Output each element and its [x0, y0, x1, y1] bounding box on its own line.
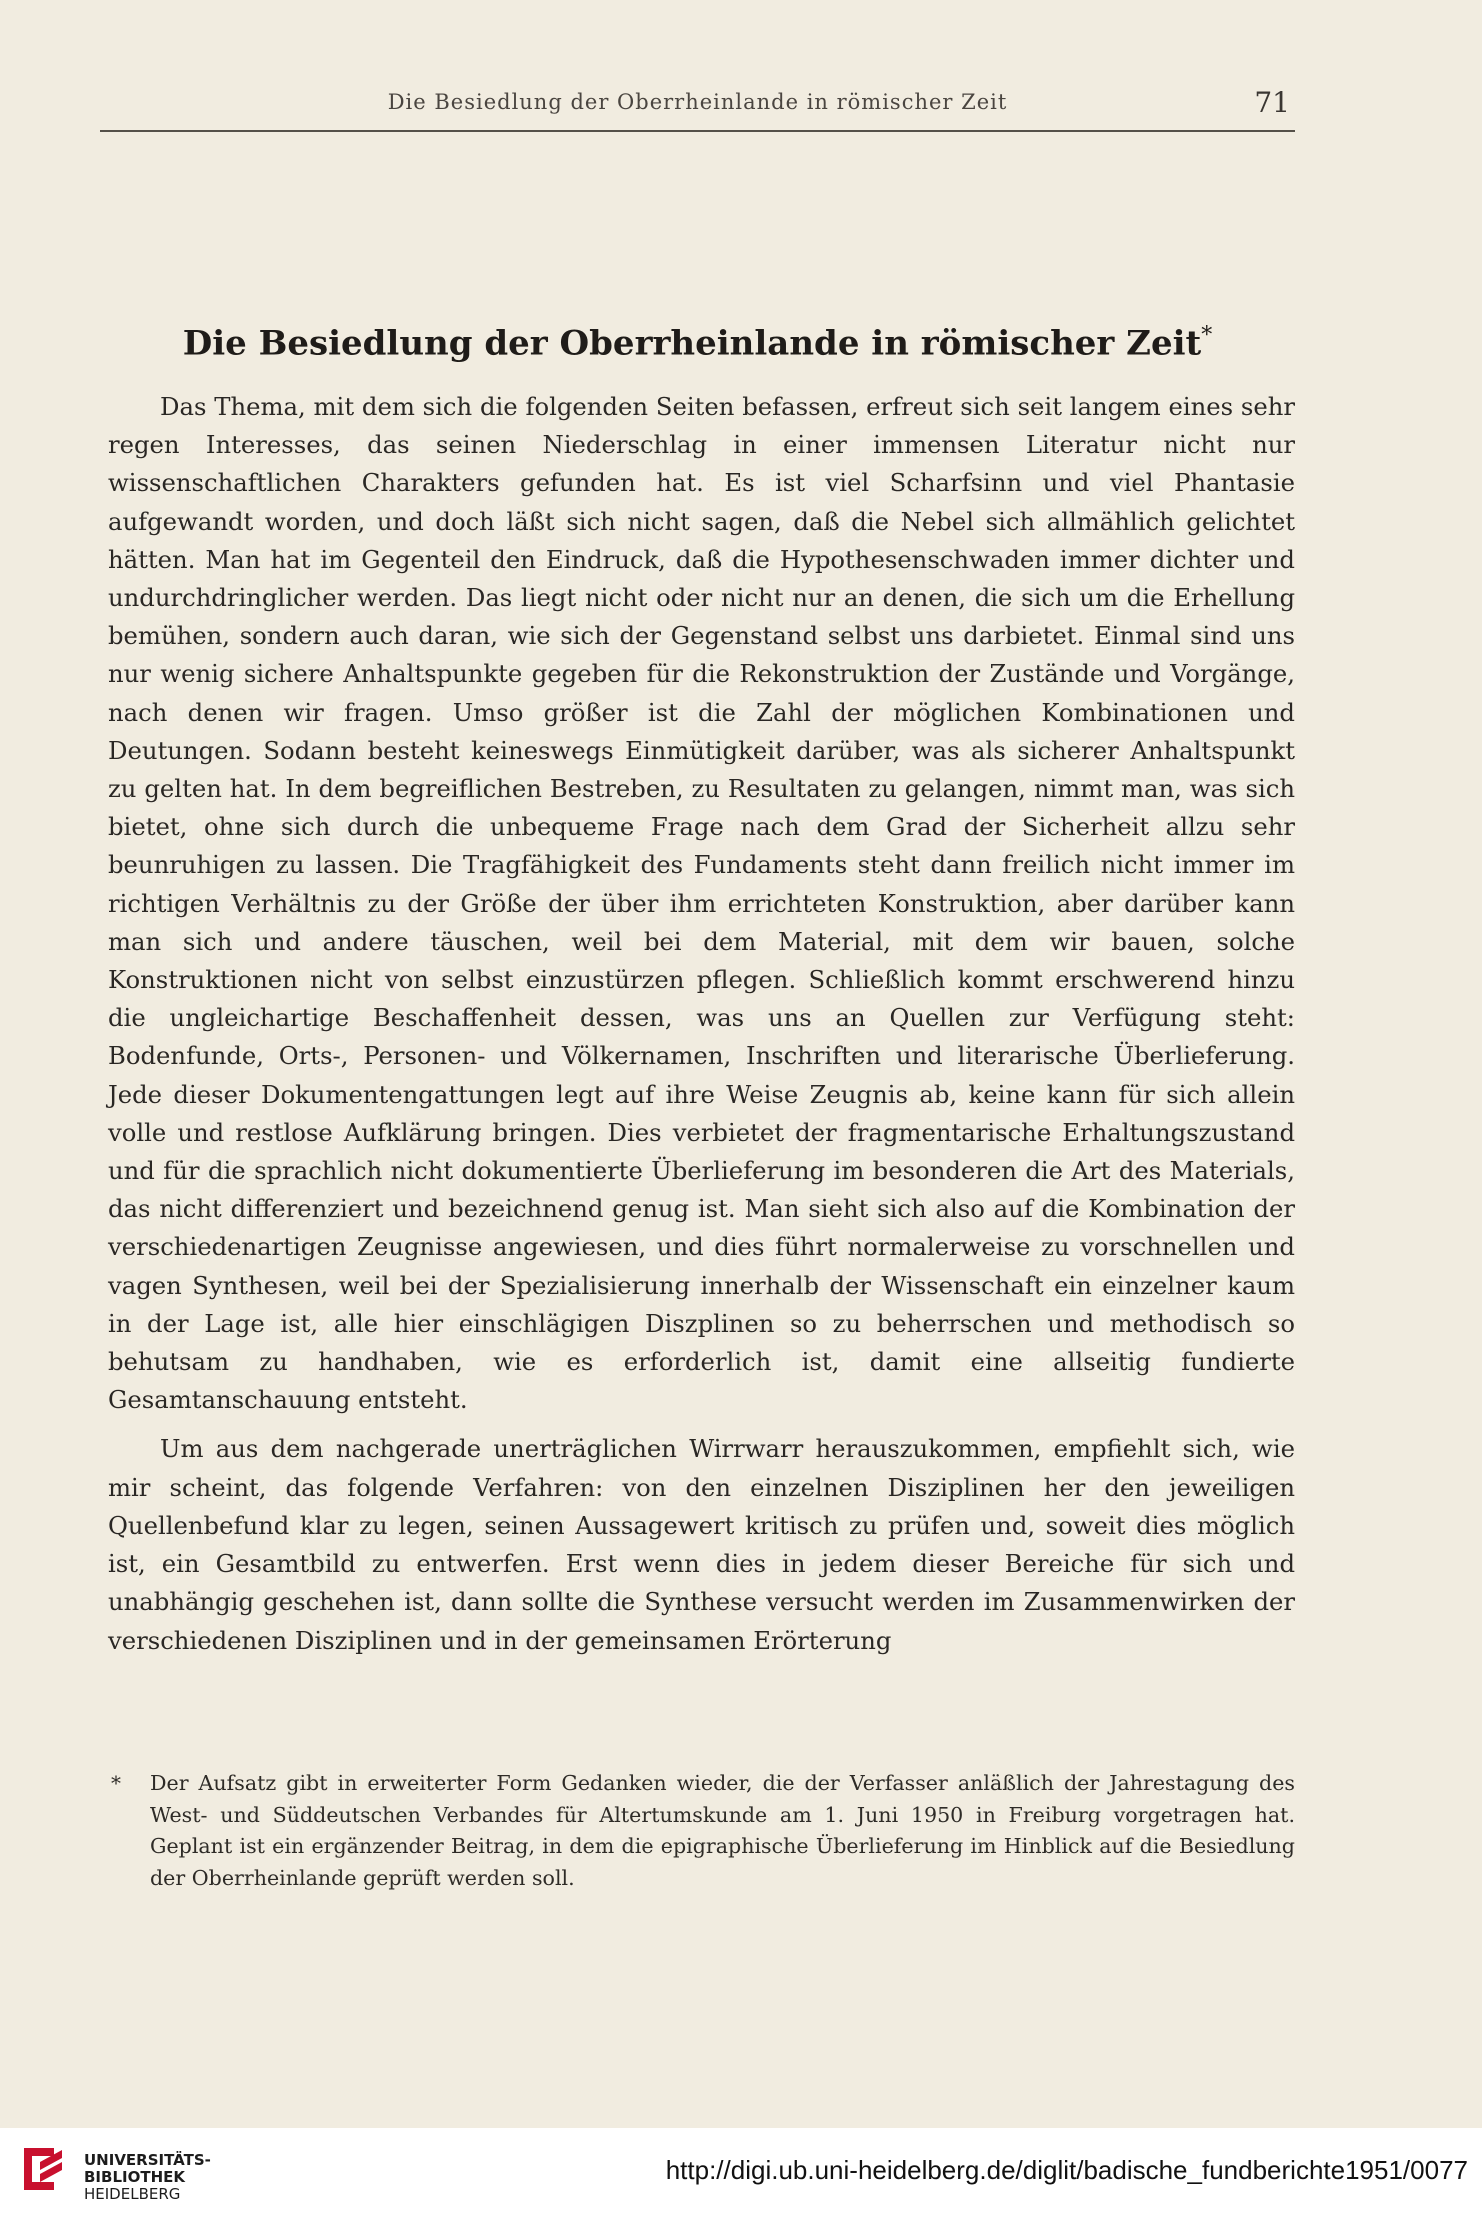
heidelberg-library-logo-icon — [16, 2142, 70, 2196]
library-name-line-2: BIBLIOTHEK — [84, 2168, 185, 2186]
footnote — [108, 1768, 1295, 1894]
source-url[interactable]: http://digi.ub.uni-heidelberg.de/diglit/badische_fundberichte1951/0077 — [665, 2155, 1468, 2185]
title-footnote-mark: * — [1201, 322, 1213, 348]
library-name — [84, 2152, 211, 2203]
header-rule — [100, 130, 1295, 132]
library-name-line-1: UNIVERSITÄTS- — [84, 2151, 211, 2169]
page-number: 71 — [1254, 86, 1290, 119]
paragraph-1: Das Thema, mit dem sich die folgenden Seiten befassen, erfreut sich seit langem eines sehr regen Interesses, das seinen Niederschlag in einer immensen Literatur nicht nur wissenschaftlichen Charakters gefunden hat. Es ist viel Scharfsinn und viel Phantasie aufgewandt worden, und doch läßt sich nicht sagen, daß die Nebel sich allmählich gelichtet hätten. Man hat im Gegenteil den Eindruck, daß die Hypothesenschwaden immer dichter und undurchdringlicher werden. Das liegt nicht oder nicht nur an denen, die sich um die Erhellung bemühen, sondern auch daran, wie sich der Gegenstand selbst uns darbietet. Einmal sind uns nur wenig sichere Anhaltspunkte gegeben für die Rekonstruktion der Zustände und Vorgänge, nach denen wir fragen. Umso größer ist die Zahl der möglichen Kombinationen und Deutungen. Sodann besteht keineswegs Einmütigkeit darüber, was als sicherer Anhaltspunkt zu gelten hat. In dem begreiflichen Bestreben, zu Resultaten zu gelangen, nimmt man, was sich bietet, ohne sich durch die unbequeme Frage nach dem Grad der Sicherheit allzu sehr beunruhigen zu lassen. Die Tragfähigkeit des Fundaments steht dann freilich nicht immer im richtigen Verhältnis zu der Größe der über ihm errichteten Konstruktion, aber darüber kann man sich und andere täuschen, weil bei dem Material, mit dem wir bauen, solche Konstruktionen nicht von selbst einzustürzen pflegen. Schließlich kommt erschwerend hinzu die ungleichartige Beschaffenheit dessen, was uns an Quellen zur Verfügung steht: Bodenfunde, Orts-, Personen- und Völkernamen, Inschriften und literarische Überlieferung. Jede dieser Dokumentengattungen legt auf ihre Weise Zeugnis ab, keine kann für sich allein volle und restlose Aufklärung bringen. Dies verbietet der fragmentarische Erhaltungszustand und für die sprachlich nicht dokumentierte Überlieferung im besonderen die Art des Materials, das nicht differenziert und bezeichnend genug ist. Man sieht sich also auf die Kombination der verschiedenartigen Zeugnisse angewiesen, und dies führt normalerweise zu vorschnellen und vagen Synthesen, weil bei der Spezialisierung innerhalb der Wissenschaft ein einzelner kaum in der Lage ist, alle hier einschlägigen Diszplinen so zu beherrschen und methodisch so behutsam zu handhaben, wie es erforderlich ist, damit eine allseitig fundierte Gesamtanschauung entsteht. — [108, 392, 1295, 1415]
digitization-footer — [0, 2128, 1482, 2236]
running-head — [105, 86, 1290, 126]
article-body — [108, 388, 1295, 1660]
footnote-text: Der Aufsatz gibt in erweiterter Form Gedanken wieder, die der Verfasser anläßlich der Jahrestagung des West- und Süddeutschen Verbandes für Altertumskunde am 1. Juni 1950 in Freiburg vorgetragen hat. Geplant ist ein ergänzender Beitrag, in dem die epigraphische Überlieferung im Hinblick auf die Besiedlung der Oberrheinlande geprüft werden soll. — [150, 1771, 1295, 1890]
article-title-text: Die Besiedlung der Oberrheinlande in römischer Zeit — [182, 323, 1202, 364]
running-title: Die Besiedlung der Oberrheinlande in römischer Zeit — [387, 90, 1008, 114]
library-name-line-3: HEIDELBERG — [84, 2185, 181, 2203]
footnote-mark: * — [111, 1771, 121, 1795]
paragraph-2: Um aus dem nachgerade unerträglichen Wirrwarr herauszukommen, empfiehlt sich, wie mir scheint, das folgende Verfahren: von den einzelnen Disziplinen her den jeweiligen Quellenbefund klar zu legen, seinen Aussagewert kritisch zu prüfen und, soweit dies möglich ist, ein Gesamtbild zu entwerfen. Erst wenn dies in jedem dieser Bereiche für sich und unabhängig geschehen ist, dann sollte die Synthese versucht werden im Zusammenwirken der verschiedenen Disziplinen und in der gemeinsamen Erörterung — [108, 1434, 1295, 1655]
article-title — [100, 323, 1295, 363]
